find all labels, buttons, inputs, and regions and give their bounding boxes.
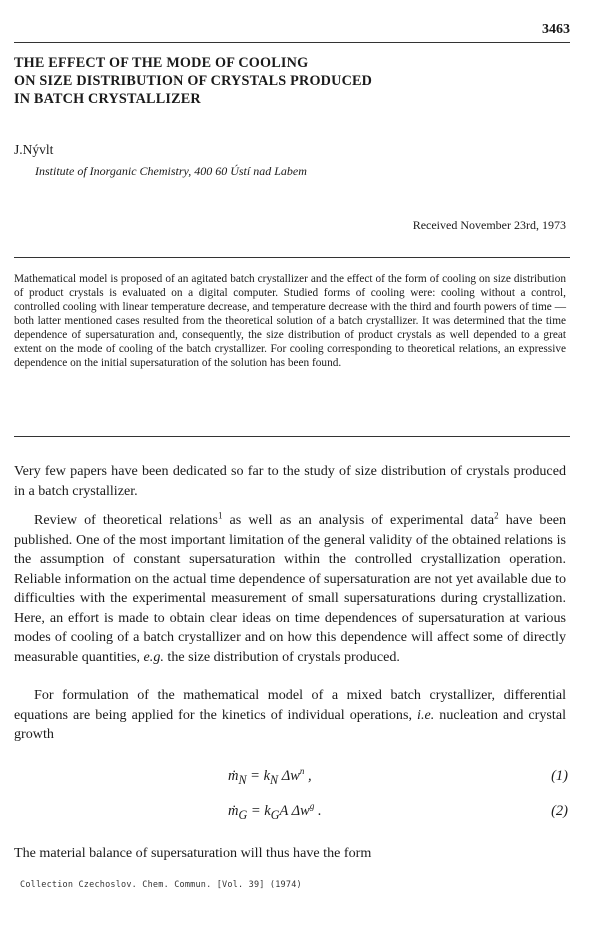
eq-punct: . bbox=[314, 803, 322, 819]
eq-rhs: Δw bbox=[278, 768, 300, 784]
body-paragraph-1: Very few papers have been dedicated so far to the study of size distribution of crystals produced in a batch crystallizer. bbox=[14, 463, 566, 499]
text-run: Review of theoretical relations bbox=[34, 512, 218, 528]
author: J.Nývlt bbox=[14, 142, 54, 157]
eq-subscript: G bbox=[270, 807, 280, 822]
text-run: as well as an analysis of experimental data bbox=[222, 512, 495, 528]
reference-marker: 2 bbox=[494, 510, 499, 521]
eq-rate-constant: k bbox=[263, 768, 271, 784]
text-run-italic: e.g. bbox=[143, 648, 164, 665]
reference-marker: 1 bbox=[217, 510, 223, 521]
equation-2: ṁ$_G$ = $k_GA$ $\Delta w^g$ . bbox=[228, 801, 322, 822]
eq-subscript: N bbox=[270, 772, 279, 787]
eq-rhs: A Δw bbox=[279, 803, 310, 819]
text-run: have been published. One of the most important limitation of the general validity of the obtained relations is the assumption of constant supersaturation within the controlled crystallization operation. Reliable information on the actual time dependence of supersaturation are not yet available due to difficulties with the experimental measurement of small supersaturations during crystallization. Here, an effort is made to obtain clear ideas on time dependences of supersaturation at various modes of cooling of a batch crystallizer and on how this dependence will affect some of directly measurable quantities, bbox=[14, 512, 566, 665]
body-paragraph-2 bbox=[14, 511, 566, 667]
eq-rate-constant: k bbox=[264, 803, 271, 819]
equation-1-number: (1) bbox=[551, 768, 568, 784]
text-run: For formulation of the mathematical model of a mixed batch crystallizer, differential equations are being applied for the kinetics of individual operations, bbox=[14, 687, 566, 723]
abstract-bottom-rule bbox=[14, 436, 570, 437]
equation-2-number: (2) bbox=[551, 803, 568, 819]
text-run: nucleation and crystal growth bbox=[14, 706, 566, 742]
body-paragraph-4: The material balance of supersaturation will thus have the form bbox=[14, 845, 372, 861]
received-date: Received November 23rd, 1973 bbox=[412, 218, 566, 232]
eq-punct: , bbox=[304, 768, 312, 784]
paper-title bbox=[14, 54, 534, 108]
title-line: ON SIZE DISTRIBUTION OF CRYSTALS PRODUCED bbox=[14, 73, 373, 89]
body-paragraph-3 bbox=[14, 686, 566, 745]
eq-lhs: ṁ bbox=[228, 768, 239, 784]
eq-subscript: G bbox=[238, 807, 248, 822]
text-run-italic: i.e. bbox=[417, 706, 435, 723]
journal-footer: Collection Czechoslov. Chem. Commun. [Vol. 39] (1974) bbox=[20, 880, 302, 890]
top-rule bbox=[14, 42, 570, 43]
eq-lhs: ṁ bbox=[228, 803, 239, 819]
affiliation: Institute of Inorganic Chemistry, 400 60 Ústí nad Labem bbox=[35, 164, 307, 178]
eq-exponent: n bbox=[299, 766, 305, 777]
abstract-top-rule bbox=[14, 257, 570, 258]
text-run: the size distribution of crystals produced. bbox=[163, 648, 400, 665]
title-line: IN BATCH CRYSTALLIZER bbox=[14, 91, 201, 107]
page-number: 3463 bbox=[542, 22, 570, 37]
abstract: Mathematical model is proposed of an agitated batch crystallizer and the effect of the form of cooling on size distribution of product crystals is evaluated on a digital computer. Studied forms of cooling were: cooling without a control, controlled cooling with linear temperature decrease, and temperature decrease with the third and fourth powers of time — both latter mentioned cases resulted from the theoretical solution of a batch crystallizer. It was determined that the time dependence of supersaturation and, consequently, the size distribution of product crystals as well depended to a great extent on the mode of cooling of the batch crystallizer. For cooling corresponding to theoretical relations, an expressive dependence on the initial supersaturation of the solution has been found. bbox=[14, 273, 566, 369]
eq-exponent: g bbox=[309, 801, 315, 812]
eq-subscript: N bbox=[238, 772, 247, 787]
equation-1: ṁ$_N$ = $k_N$ $\Delta w^n$ , bbox=[228, 766, 312, 787]
title-line: THE EFFECT OF THE MODE OF COOLING bbox=[14, 55, 309, 71]
